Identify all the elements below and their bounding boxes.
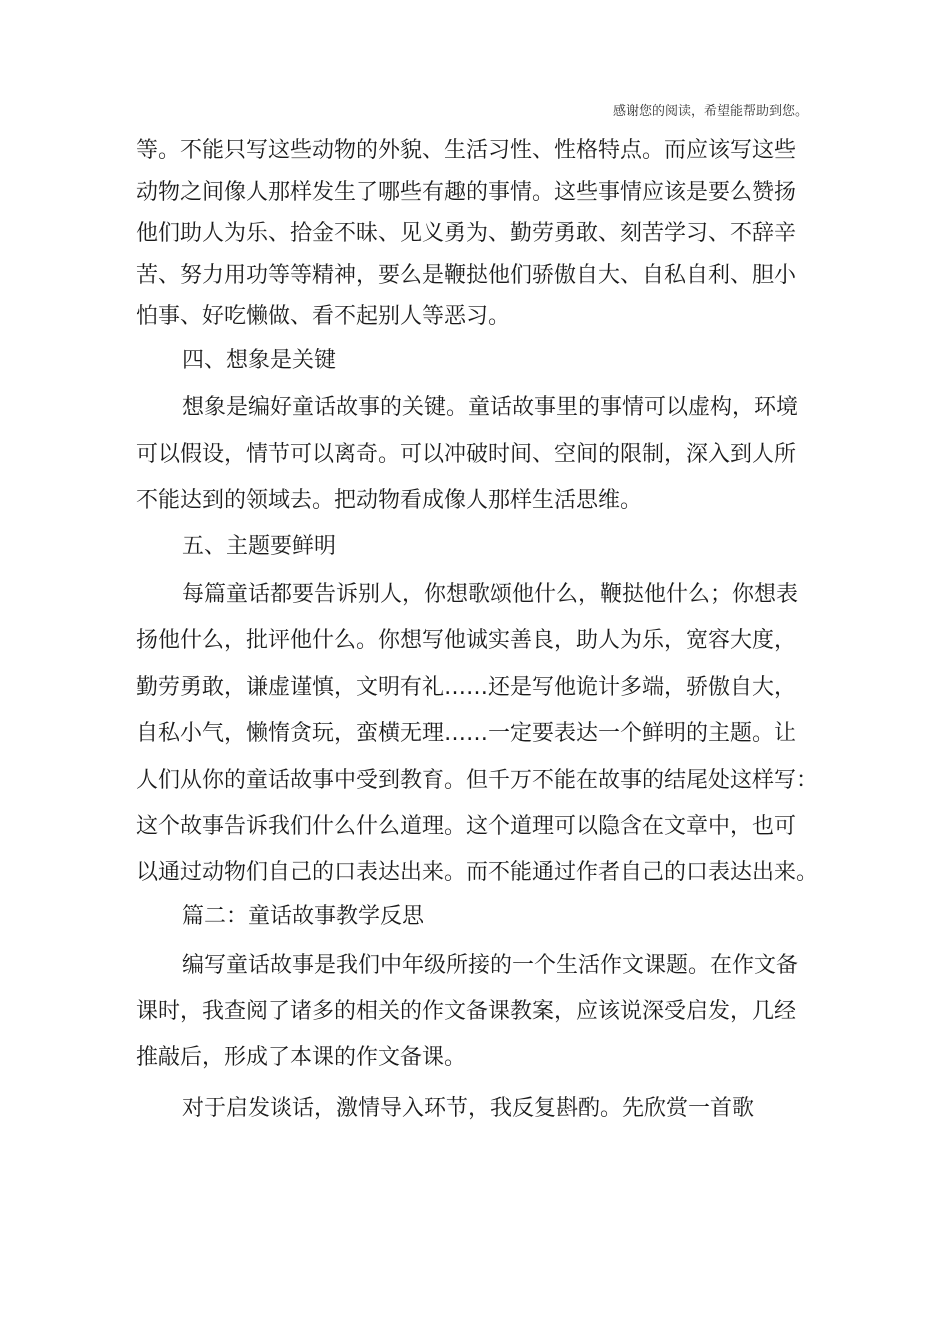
paragraph-first-line: 编写童话故事是我们中年级所接的一个生活作文课题。在作文备 xyxy=(182,953,799,978)
text-line: 他们助人为乐、拾金不昧、见义勇为、勤劳勇敢、刻苦学习、不辞辛 xyxy=(136,221,797,246)
text-line: 不能达到的领域去。把动物看成像人那样生活思维。 xyxy=(136,488,643,513)
text-line: 动物之间像人那样发生了哪些有趣的事情。这些事情应该是要么赞扬 xyxy=(136,180,797,205)
section-heading: 四、想象是关键 xyxy=(182,348,337,373)
text-line: 人们从你的童话故事中受到教育。但千万不能在故事的结尾处这样写： xyxy=(136,768,819,793)
header-note: 感谢您的阅读，希望能帮助到您。 xyxy=(612,104,808,119)
section-heading: 篇二：童话故事教学反思 xyxy=(182,904,425,929)
text-line: 扬他什么，批评他什么。你想写他诚实善良，助人为乐，宽容大度， xyxy=(136,628,797,653)
paragraph-first-line: 对于启发谈话，激情导入环节，我反复斟酌。先欣赏一首歌 xyxy=(182,1096,755,1121)
text-line: 等。不能只写这些动物的外貌、生活习性、性格特点。而应该写这些 xyxy=(136,138,797,163)
text-line: 以通过动物们自己的口表达出来。而不能通过作者自己的口表达出来。 xyxy=(136,860,819,885)
section-heading: 五、主题要鲜明 xyxy=(182,534,337,559)
text-line: 勤劳勇敢，谦虚谨慎，文明有礼……还是写他诡计多端，骄傲自大， xyxy=(136,675,797,700)
paragraph-first-line: 想象是编好童话故事的关键。童话故事里的事情可以虚构，环境 xyxy=(182,395,799,420)
text-line: 可以假设，情节可以离奇。可以冲破时间、空间的限制，深入到人所 xyxy=(136,442,797,467)
text-line: 这个故事告诉我们什么什么道理。这个道理可以隐含在文章中，也可 xyxy=(136,814,797,839)
paragraph-first-line: 每篇童话都要告诉别人，你想歌颂他什么，鞭挞他什么；你想表 xyxy=(182,582,799,607)
text-line: 怕事、好吃懒做、看不起别人等恶习。 xyxy=(136,304,511,329)
text-line: 课时，我查阅了诸多的相关的作文备课教案，应该说深受启发，几经 xyxy=(136,999,797,1024)
text-line: 自私小气，懒惰贪玩，蛮横无理……一定要表达一个鲜明的主题。让 xyxy=(136,721,797,746)
text-line: 推敲后，形成了本课的作文备课。 xyxy=(136,1045,467,1070)
text-line: 苦、努力用功等等精神，要么是鞭挞他们骄傲自大、自私自利、胆小 xyxy=(136,263,797,288)
